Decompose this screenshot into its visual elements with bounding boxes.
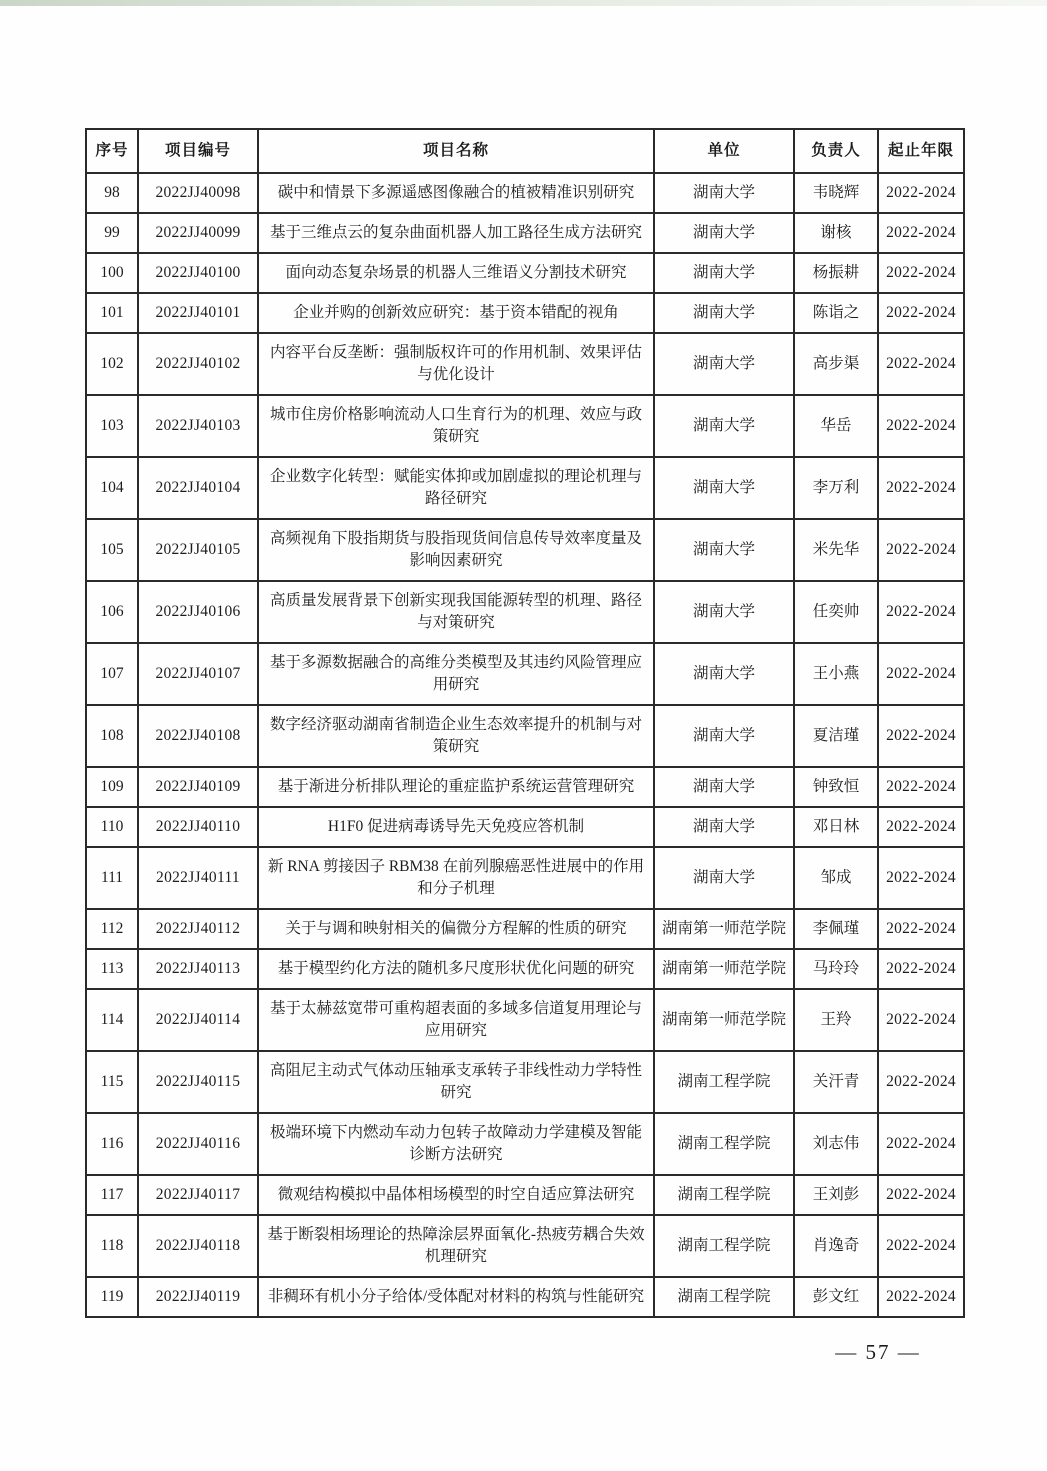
cell-serial-number: 100: [86, 253, 138, 293]
project-table: [85, 128, 965, 1318]
cell-project-code: 2022JJ40110: [138, 807, 258, 847]
cell-unit: 湖南工程学院: [654, 1113, 794, 1175]
header-serial-number: 序号: [86, 129, 138, 173]
cell-unit: 湖南大学: [654, 457, 794, 519]
cell-project-title: 基于断裂相场理论的热障涂层界面氧化-热疲劳耦合失效机理研究: [258, 1215, 654, 1277]
cell-serial-number: 101: [86, 293, 138, 333]
header-leader: 负责人: [794, 129, 878, 173]
cell-project-title: 关于与调和映射相关的偏微分方程解的性质的研究: [258, 909, 654, 949]
cell-serial-number: 109: [86, 767, 138, 807]
cell-leader: 钟致恒: [794, 767, 878, 807]
cell-project-title: H1F0 促进病毒诱导先天免疫应答机制: [258, 807, 654, 847]
table-row: [86, 581, 964, 643]
cell-years: 2022-2024: [878, 1051, 964, 1113]
cell-project-code: 2022JJ40106: [138, 581, 258, 643]
cell-serial-number: 117: [86, 1175, 138, 1215]
cell-serial-number: 112: [86, 909, 138, 949]
cell-project-title: 基于渐进分析排队理论的重症监护系统运营管理研究: [258, 767, 654, 807]
cell-project-code: 2022JJ40104: [138, 457, 258, 519]
cell-leader: 米先华: [794, 519, 878, 581]
cell-years: 2022-2024: [878, 705, 964, 767]
table-header-row: [86, 129, 964, 173]
cell-leader: 李佩瑾: [794, 909, 878, 949]
cell-unit: 湖南第一师范学院: [654, 989, 794, 1051]
cell-unit: 湖南工程学院: [654, 1277, 794, 1317]
cell-project-title: 数字经济驱动湖南省制造企业生态效率提升的机制与对策研究: [258, 705, 654, 767]
cell-project-code: 2022JJ40108: [138, 705, 258, 767]
cell-project-code: 2022JJ40112: [138, 909, 258, 949]
cell-years: 2022-2024: [878, 1113, 964, 1175]
cell-project-code: 2022JJ40109: [138, 767, 258, 807]
cell-years: 2022-2024: [878, 1215, 964, 1277]
cell-project-code: 2022JJ40099: [138, 213, 258, 253]
cell-leader: 韦晓辉: [794, 173, 878, 213]
cell-years: 2022-2024: [878, 1277, 964, 1317]
cell-unit: 湖南大学: [654, 767, 794, 807]
cell-unit: 湖南大学: [654, 807, 794, 847]
cell-project-title: 极端环境下内燃动车动力包转子故障动力学建模及智能诊断方法研究: [258, 1113, 654, 1175]
cell-serial-number: 110: [86, 807, 138, 847]
cell-unit: 湖南大学: [654, 333, 794, 395]
cell-project-code: 2022JJ40100: [138, 253, 258, 293]
table-row: [86, 213, 964, 253]
table-row: [86, 1215, 964, 1277]
scan-artifact: [0, 0, 1047, 6]
cell-project-title: 非稠环有机小分子给体/受体配对材料的构筑与性能研究: [258, 1277, 654, 1317]
cell-project-code: 2022JJ40103: [138, 395, 258, 457]
cell-unit: 湖南第一师范学院: [654, 909, 794, 949]
cell-leader: 邹成: [794, 847, 878, 909]
cell-serial-number: 114: [86, 989, 138, 1051]
cell-project-code: 2022JJ40098: [138, 173, 258, 213]
table-row: [86, 949, 964, 989]
cell-years: 2022-2024: [878, 581, 964, 643]
table-row: [86, 847, 964, 909]
cell-serial-number: 111: [86, 847, 138, 909]
table-row: [86, 293, 964, 333]
cell-project-code: 2022JJ40119: [138, 1277, 258, 1317]
cell-leader: 李万利: [794, 457, 878, 519]
cell-project-code: 2022JJ40102: [138, 333, 258, 395]
table-row: [86, 767, 964, 807]
cell-serial-number: 104: [86, 457, 138, 519]
cell-project-code: 2022JJ40118: [138, 1215, 258, 1277]
cell-project-code: 2022JJ40111: [138, 847, 258, 909]
cell-serial-number: 99: [86, 213, 138, 253]
table-row: [86, 807, 964, 847]
header-unit: 单位: [654, 129, 794, 173]
cell-project-code: 2022JJ40116: [138, 1113, 258, 1175]
header-project-code: 项目编号: [138, 129, 258, 173]
cell-unit: 湖南大学: [654, 847, 794, 909]
cell-leader: 高步渠: [794, 333, 878, 395]
cell-serial-number: 98: [86, 173, 138, 213]
cell-project-title: 基于太赫兹宽带可重构超表面的多域多信道复用理论与应用研究: [258, 989, 654, 1051]
cell-project-title: 城市住房价格影响流动人口生育行为的机理、效应与政策研究: [258, 395, 654, 457]
cell-unit: 湖南工程学院: [654, 1215, 794, 1277]
table-row: [86, 1051, 964, 1113]
cell-unit: 湖南大学: [654, 395, 794, 457]
cell-serial-number: 105: [86, 519, 138, 581]
table-row: [86, 1277, 964, 1317]
cell-serial-number: 115: [86, 1051, 138, 1113]
page-number: — 57 —: [835, 1340, 921, 1364]
cell-project-code: 2022JJ40117: [138, 1175, 258, 1215]
cell-years: 2022-2024: [878, 173, 964, 213]
cell-project-title: 基于三维点云的复杂曲面机器人加工路径生成方法研究: [258, 213, 654, 253]
cell-project-title: 基于模型约化方法的随机多尺度形状优化问题的研究: [258, 949, 654, 989]
cell-project-title: 高质量发展背景下创新实现我国能源转型的机理、路径与对策研究: [258, 581, 654, 643]
cell-years: 2022-2024: [878, 253, 964, 293]
cell-years: 2022-2024: [878, 1175, 964, 1215]
cell-years: 2022-2024: [878, 807, 964, 847]
header-project-title: 项目名称: [258, 129, 654, 173]
cell-years: 2022-2024: [878, 519, 964, 581]
cell-leader: 关汗青: [794, 1051, 878, 1113]
cell-unit: 湖南大学: [654, 519, 794, 581]
cell-unit: 湖南工程学院: [654, 1051, 794, 1113]
cell-unit: 湖南大学: [654, 705, 794, 767]
cell-unit: 湖南大学: [654, 643, 794, 705]
header-years: 起止年限: [878, 129, 964, 173]
cell-project-title: 高阻尼主动式气体动压轴承支承转子非线性动力学特性研究: [258, 1051, 654, 1113]
cell-years: 2022-2024: [878, 909, 964, 949]
cell-unit: 湖南大学: [654, 253, 794, 293]
cell-unit: 湖南大学: [654, 213, 794, 253]
table-body: [86, 173, 964, 1317]
cell-project-code: 2022JJ40115: [138, 1051, 258, 1113]
cell-project-title: 碳中和情景下多源遥感图像融合的植被精准识别研究: [258, 173, 654, 213]
cell-serial-number: 113: [86, 949, 138, 989]
cell-unit: 湖南大学: [654, 581, 794, 643]
cell-years: 2022-2024: [878, 293, 964, 333]
cell-years: 2022-2024: [878, 767, 964, 807]
table-row: [86, 643, 964, 705]
table-row: [86, 989, 964, 1051]
table-row: [86, 1113, 964, 1175]
cell-serial-number: 107: [86, 643, 138, 705]
cell-leader: 马玲玲: [794, 949, 878, 989]
cell-years: 2022-2024: [878, 949, 964, 989]
cell-years: 2022-2024: [878, 989, 964, 1051]
table-row: [86, 395, 964, 457]
cell-unit: 湖南大学: [654, 293, 794, 333]
cell-leader: 邓日林: [794, 807, 878, 847]
cell-serial-number: 108: [86, 705, 138, 767]
cell-leader: 刘志伟: [794, 1113, 878, 1175]
cell-leader: 夏洁瑾: [794, 705, 878, 767]
cell-leader: 谢核: [794, 213, 878, 253]
cell-project-title: 企业并购的创新效应研究：基于资本错配的视角: [258, 293, 654, 333]
cell-serial-number: 119: [86, 1277, 138, 1317]
cell-serial-number: 106: [86, 581, 138, 643]
table-row: [86, 519, 964, 581]
cell-years: 2022-2024: [878, 643, 964, 705]
cell-leader: 任奕帅: [794, 581, 878, 643]
cell-unit: 湖南第一师范学院: [654, 949, 794, 989]
cell-project-title: 高频视角下股指期货与股指现货间信息传导效率度量及影响因素研究: [258, 519, 654, 581]
cell-project-title: 面向动态复杂场景的机器人三维语义分割技术研究: [258, 253, 654, 293]
table-row: [86, 253, 964, 293]
cell-years: 2022-2024: [878, 457, 964, 519]
cell-project-code: 2022JJ40114: [138, 989, 258, 1051]
table-row: [86, 457, 964, 519]
cell-serial-number: 103: [86, 395, 138, 457]
table-row: [86, 333, 964, 395]
cell-leader: 陈诣之: [794, 293, 878, 333]
cell-project-title: 企业数字化转型：赋能实体抑或加剧虚拟的理论机理与路径研究: [258, 457, 654, 519]
cell-project-code: 2022JJ40107: [138, 643, 258, 705]
cell-leader: 王刘彭: [794, 1175, 878, 1215]
cell-serial-number: 116: [86, 1113, 138, 1175]
cell-leader: 王羚: [794, 989, 878, 1051]
cell-project-title: 基于多源数据融合的高维分类模型及其违约风险管理应用研究: [258, 643, 654, 705]
cell-unit: 湖南工程学院: [654, 1175, 794, 1215]
cell-serial-number: 102: [86, 333, 138, 395]
cell-leader: 王小燕: [794, 643, 878, 705]
cell-leader: 华岳: [794, 395, 878, 457]
cell-project-title: 新 RNA 剪接因子 RBM38 在前列腺癌恶性进展中的作用和分子机理: [258, 847, 654, 909]
cell-unit: 湖南大学: [654, 173, 794, 213]
cell-leader: 肖逸奇: [794, 1215, 878, 1277]
cell-project-code: 2022JJ40105: [138, 519, 258, 581]
cell-years: 2022-2024: [878, 333, 964, 395]
table-row: [86, 909, 964, 949]
table-row: [86, 173, 964, 213]
table-row: [86, 1175, 964, 1215]
cell-leader: 彭文红: [794, 1277, 878, 1317]
cell-leader: 杨振耕: [794, 253, 878, 293]
cell-serial-number: 118: [86, 1215, 138, 1277]
cell-project-code: 2022JJ40113: [138, 949, 258, 989]
cell-years: 2022-2024: [878, 395, 964, 457]
cell-project-code: 2022JJ40101: [138, 293, 258, 333]
cell-project-title: 内容平台反垄断：强制版权许可的作用机制、效果评估与优化设计: [258, 333, 654, 395]
cell-years: 2022-2024: [878, 213, 964, 253]
cell-project-title: 微观结构模拟中晶体相场模型的时空自适应算法研究: [258, 1175, 654, 1215]
cell-years: 2022-2024: [878, 847, 964, 909]
table-row: [86, 705, 964, 767]
